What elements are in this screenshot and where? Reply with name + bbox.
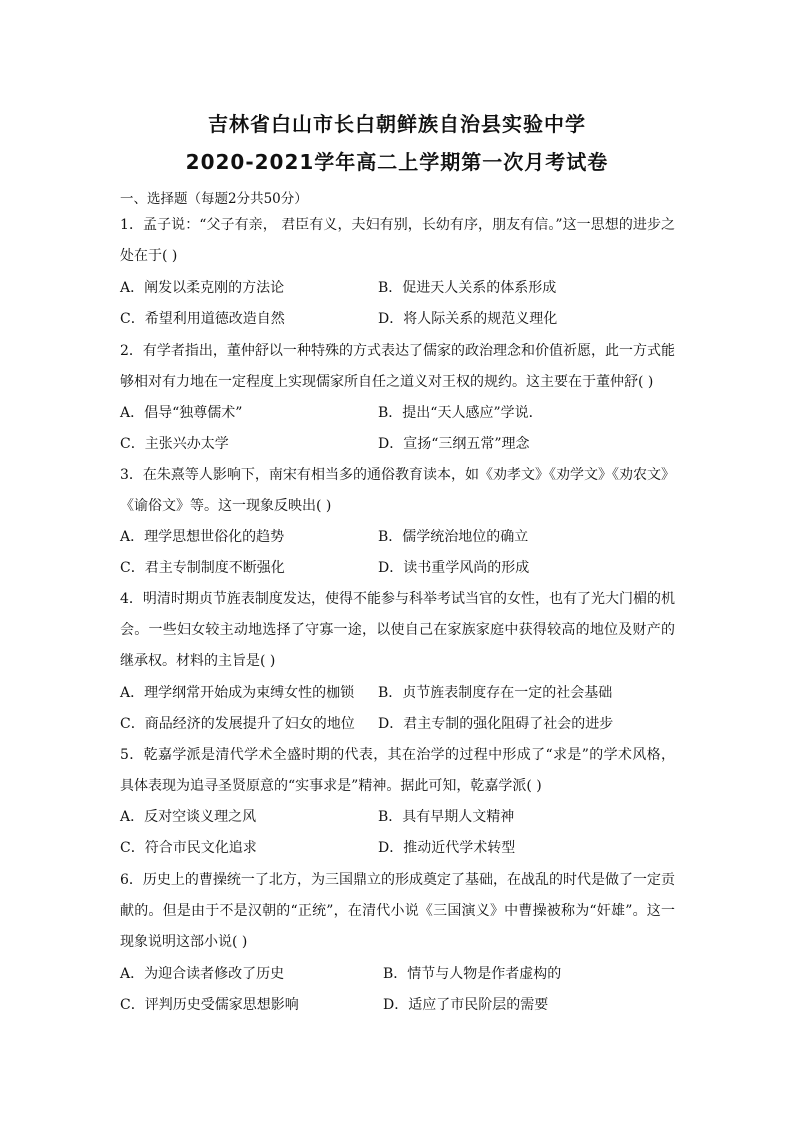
- question-stem: 1．孟子说：“父子有亲， 君臣有义，夫妇有别，长幼有序，朋友有信。”这一思想的进步之处在于( ): [120, 217, 675, 264]
- option-d: D．适应了市民阶层的需要: [383, 997, 549, 1013]
- question-stem: 5．乾嘉学派是清代学术全盛时期的代表，其在治学的过程中形成了“求是”的学术风格，具体表现为追寻圣贤原意的“实事求是”精神。据此可知，乾嘉学派( ): [120, 747, 675, 794]
- option-row: [120, 833, 675, 864]
- option-row: [120, 553, 675, 584]
- option-row: [120, 273, 675, 304]
- option-a: A．理学纲常开始成为束缚女性的枷锁: [120, 685, 355, 701]
- option-d: D．宣扬“三纲五常”理念: [378, 436, 530, 452]
- question-stem: 3．在朱熹等人影响下，南宋有相当多的通俗教育读本，如《劝孝文》《劝学文》《劝农文》《谕俗文》等。这一现象反映出( ): [120, 467, 675, 514]
- option-row: [120, 398, 675, 429]
- question-stem: 6．历史上的曹操统一了北方，为三国鼎立的形成奠定了基础，在战乱的时代是做了一定贡献的。但是由于不是汉朝的“正统”，在清代小说《三国演义》中曹操被称为“奸雄”。这一现象说明这部小说( ): [120, 872, 675, 950]
- option-row: [120, 678, 675, 709]
- option-b: B．提出“天人感应”学说．: [378, 405, 543, 421]
- question-stem: 2．有学者指出，董仲舒以一种特殊的方式表达了儒家的政治理念和价值祈愿，此一方式能够相对有力地在一定程度上实现儒家所自任之道义对王权的规约。这主要在于董仲舒( ): [120, 343, 675, 390]
- option-row: [120, 802, 675, 833]
- option-d: D．推动近代学术转型: [378, 840, 516, 856]
- option-c: C．评判历史受儒家思想影响: [120, 997, 299, 1013]
- option-c: C．主张兴办太学: [120, 436, 229, 452]
- option-row: [120, 522, 675, 553]
- option-d: D．将人际关系的规范义理化: [378, 311, 558, 327]
- option-d: D．君主专制的强化阻碍了社会的进步: [378, 716, 614, 732]
- option-b: B．儒学统治地位的确立: [378, 529, 529, 545]
- option-b: B．具有早期人文精神: [378, 809, 515, 825]
- option-d: D．读书重学风尚的形成: [378, 560, 530, 576]
- option-a: A．为迎合读者修改了历史: [120, 966, 285, 982]
- option-a: A．反对空谈义理之风: [120, 809, 257, 825]
- option-b: B．贞节旌表制度存在一定的社会基础: [378, 685, 613, 701]
- option-a: A．倡导“独尊儒术”: [120, 405, 243, 421]
- option-b: B．促进天人关系的体系形成: [378, 280, 557, 296]
- option-c: C．符合市民文化追求: [120, 840, 257, 856]
- option-row: [120, 304, 675, 335]
- option-row: [120, 990, 675, 1021]
- option-c: C．希望利用道德改造自然: [120, 311, 285, 327]
- school-title: 吉林省白山市长白朝鲜族自治县实验中学: [208, 112, 586, 136]
- option-row: [120, 959, 675, 990]
- option-row: [120, 429, 675, 460]
- section-heading: 一、选择题（每题2分共50分）: [120, 191, 308, 207]
- option-a: A．理学思想世俗化的趋势: [120, 529, 285, 545]
- option-a: A．阐发以柔克刚的方法论: [120, 280, 285, 296]
- question-stem: 4．明清时期贞节旌表制度发达，使得不能参与科举考试当官的女性，也有了光大门楣的机会。一些妇女较主动地选择了守寡一途，以使自己在家族家庭中获得较高的地位及财产的继承权。材料的主旨是( ): [120, 591, 675, 669]
- exam-title: 2020-2021学年高二上学期第一次月考试卷: [185, 150, 609, 174]
- option-b: B．情节与人物是作者虚构的: [383, 966, 562, 982]
- option-c: C．君主专制制度不断强化: [120, 560, 285, 576]
- option-c: C．商品经济的发展提升了妇女的地位: [120, 716, 355, 732]
- option-row: [120, 709, 675, 740]
